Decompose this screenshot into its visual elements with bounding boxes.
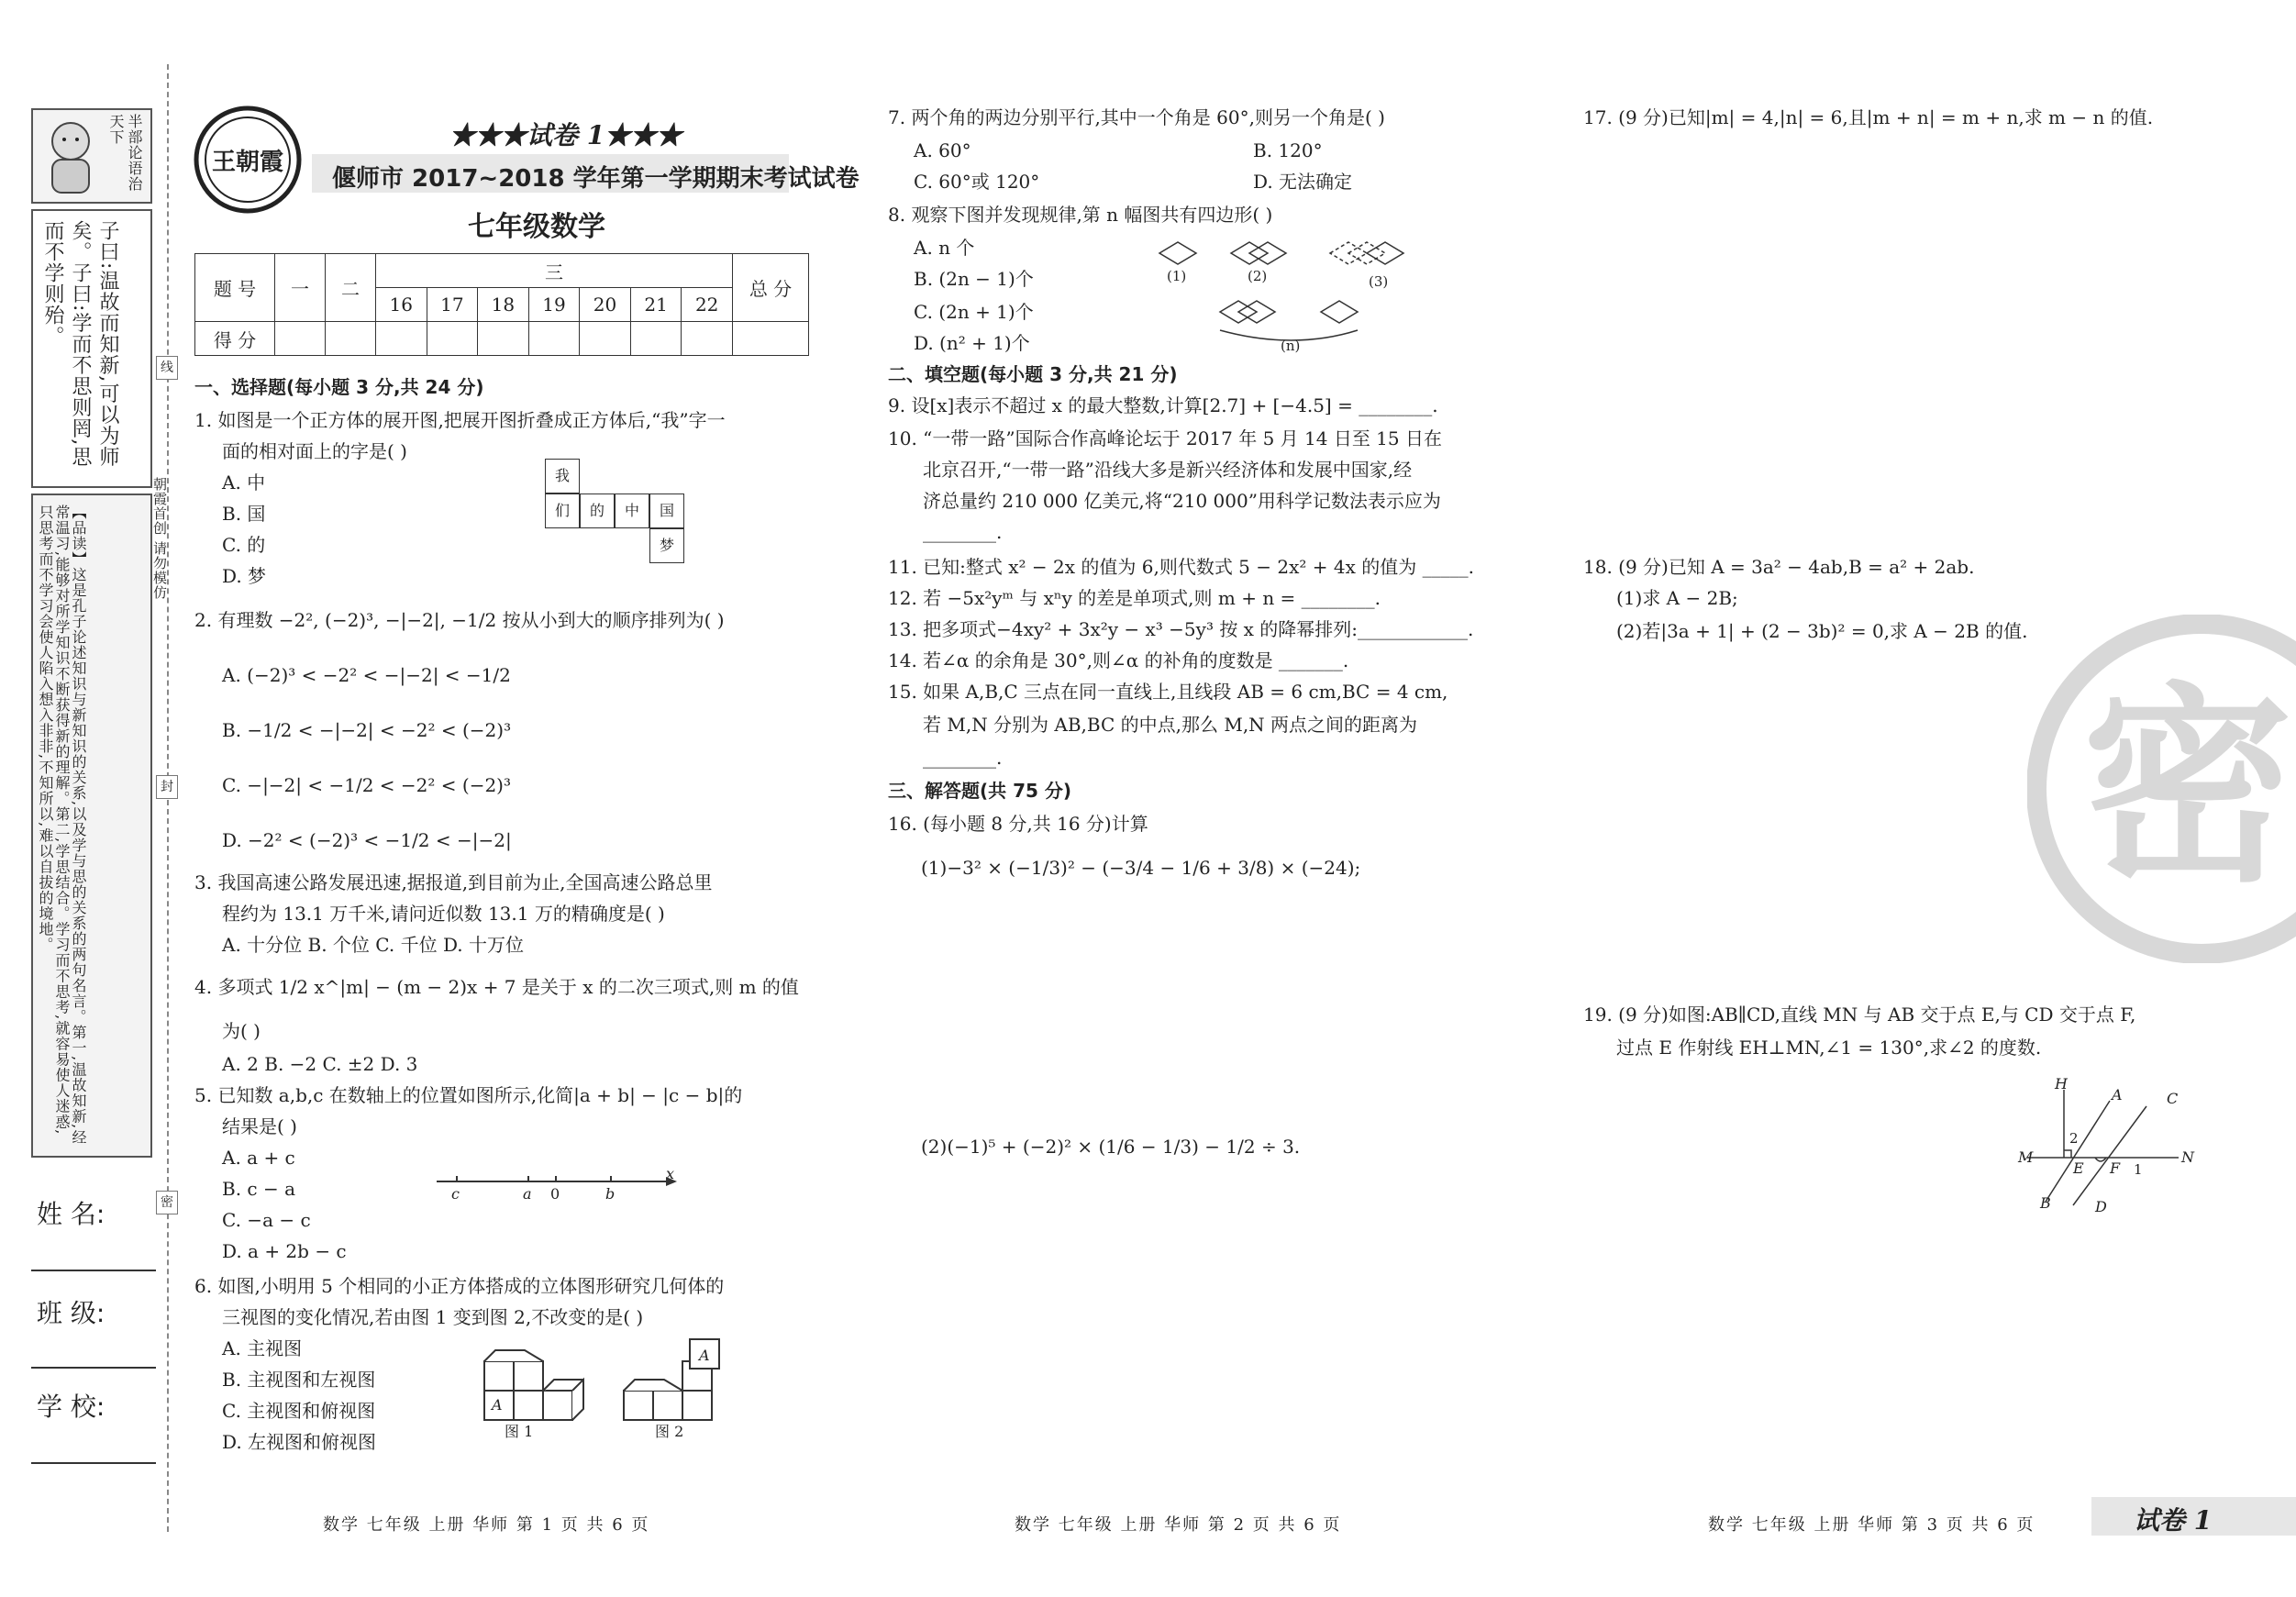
question-line: 5. 已知数 a,b,c 在数轴上的位置如图所示,化简|a + b| − |c − b|的 [194,1084,743,1106]
figure-caption-2: 图 2 [655,1423,684,1440]
question-line: (1)−3² × (−1/3)² − (−3/4 − 1/6 + 3/8) × (−24); [921,857,1361,879]
cut-mark-line: 线 [156,356,178,380]
score-header-no: 题 号 [195,254,275,322]
section-heading-1: 一、选择题(每小题 3 分,共 24 分) [194,376,484,398]
question-line: 面的相对面上的字是( ) [222,440,407,462]
question-line: 17. (9 分)已知|m| = 4,|n| = 6,且|m + n| = m + n,求 m − n 的值. [1583,106,2154,128]
net-cell: 我 [545,459,580,494]
axis-label-0: 0 [550,1185,560,1203]
score-col-21: 21 [630,288,682,322]
point-label-m: M [2018,1148,2034,1166]
question-line: (1)求 A − 2B; [1616,587,1738,609]
score-col-18: 18 [478,288,529,322]
page-footer-3: 数学 七年级 上册 华师 第 3 页 共 6 页 [1708,1515,2035,1535]
cut-mark-seal: 封 [156,775,178,799]
score-row-label: 得 分 [195,322,275,356]
option-line: D. −2² < (−2)³ < −1/2 < −|−2| [222,829,512,851]
section-heading-3: 三、解答题(共 75 分) [888,780,1072,802]
option-line: C. 60°或 120° [914,171,1040,193]
school-label: 学 校: [37,1392,105,1422]
logo-text: 王朝霞 [211,149,283,176]
net-cell: 国 [649,494,684,528]
brand-logo [191,103,305,216]
fill-line: 若 M,N 分别为 AB,BC 的中点,那么 M,N 两点之间的距离为 [923,714,1418,736]
score-header-3: 三 [376,254,733,288]
cube-figure-1 [477,1336,615,1440]
fill-line: 13. 把多项式−4xy² + 3x²y − x³ −5y³ 按 x 的降幂排列:____________. [888,618,1474,640]
cube-label-a: A [492,1396,503,1414]
question-line: 1. 如图是一个正方体的展开图,把展开图折叠成正方体后,“我”字一 [194,409,726,431]
copyright-note: 朝霞首创 请勿模仿 [151,477,168,600]
fill-line: 11. 已知:整式 x² − 2x 的值为 6,则代数式 5 − 2x² + 4x 的值为 _____. [888,556,1474,578]
score-cell[interactable] [682,322,733,356]
score-cell[interactable] [478,322,529,356]
score-header-2: 二 [326,254,376,322]
option-line: C. −|−2| < −1/2 < −2² < (−2)³ [222,774,511,796]
fill-line: 15. 如果 A,B,C 三点在同一直线上,且线段 AB = 6 cm,BC = 4 cm, [888,681,1448,703]
fill-line: 10. “一带一路”国际合作高峰论坛于 2017 年 5 月 14 日至 15 日在 [888,427,1442,449]
point-label-b: B [2040,1194,2051,1212]
class-field[interactable] [31,1367,156,1369]
score-table [194,253,809,356]
option-line: B. −1/2 < −|−2| < −2² < (−2)³ [222,719,512,741]
score-cell[interactable] [528,322,580,356]
option-line: A. 主视图 [222,1337,303,1359]
footer-exam-tag: 试卷 1 [2134,1505,2213,1536]
name-field[interactable] [31,1270,156,1271]
question-line: 16. (每小题 8 分,共 16 分)计算 [888,813,1148,835]
option-line: B. c − a [222,1178,296,1200]
reading-note: 【品读】这是孔子论述知识与新知识的关系,以及学与思的关系的两句名言。第一,温故知新,经常温习,能够对所学知识不断获得新的理解。第二,学思结合。学习而不思考,就容易使人迷惑,只思考而不学习会使人陷入想入非非,不知所以,难以自拔的境地。 [37,505,87,1146]
parallel-lines-figure [2018,1075,2202,1216]
net-cell: 们 [545,494,580,528]
question-line: 8. 观察下图并发现规律,第 n 幅图共有四边形( ) [888,204,1273,226]
exam-badge: ★★★试卷 1★★★ [449,120,682,150]
question-line: 三视图的变化情况,若由图 1 变到图 2,不改变的是( ) [222,1306,644,1328]
confucius-quote: 子曰:温故而知新,可以为师矣。子曰:学而不思则罔,思而不学则殆。 [41,220,119,468]
score-cell[interactable] [733,322,809,356]
option-line: C. 主视图和俯视图 [222,1400,376,1422]
option-line: C. −a − c [222,1209,311,1231]
option-line: C. 的 [222,534,266,556]
question-line: 6. 如图,小明用 5 个相同的小正方体搭成的立体图形研究几何体的 [194,1275,725,1297]
score-cell[interactable] [580,322,631,356]
score-col-16: 16 [376,288,427,322]
option-line: A. 2 B. −2 C. ±2 D. 3 [222,1053,418,1075]
option-line: A. 60° [914,139,971,161]
axis-label-x: x [666,1165,675,1182]
question-line: 7. 两个角的两边分别平行,其中一个角是 60°,则另一个角是( ) [888,106,1385,128]
question-line: 4. 多项式 1/2 x^|m| − (m − 2)x + 7 是关于 x 的二次三项式,则 m 的值 [194,976,799,998]
fill-line: 12. 若 −5x²yᵐ 与 xⁿy 的差是单项式,则 m + n = ________. [888,587,1381,609]
seal-char: 密 [2082,666,2294,911]
point-label-e: E [2073,1159,2084,1177]
net-cell: 梦 [649,528,684,563]
quote-box [31,209,152,488]
reading-box [31,494,152,1158]
axis-label-c: c [451,1185,460,1203]
score-header-total: 总 分 [733,254,809,322]
option-line: B. 主视图和左视图 [222,1369,376,1391]
point-label-c: C [2167,1090,2179,1107]
fill-line: 14. 若∠α 的余角是 30°,则∠α 的补角的度数是 _______. [888,649,1349,671]
option-line: A. 十分位 B. 个位 C. 千位 D. 十万位 [222,934,524,956]
net-cell: 的 [580,494,615,528]
score-col-20: 20 [580,288,631,322]
axis-label-b: b [605,1185,616,1203]
score-col-17: 17 [427,288,478,322]
angle-label-1: 1 [2134,1161,2143,1178]
option-line: D. 左视图和俯视图 [222,1431,377,1453]
pattern-label-n: (n) [1281,338,1301,354]
option-line: D. 无法确定 [1253,171,1353,193]
question-line: 19. (9 分)如图:AB∥CD,直线 MN 与 AB 交于点 E,与 CD 交于点 F, [1583,1004,2136,1026]
subject-title: 七年级数学 [468,211,605,243]
class-label: 班 级: [37,1298,105,1328]
name-label: 姓 名: [37,1199,105,1229]
option-line: D. (n² + 1)个 [914,332,1030,354]
score-cell[interactable] [376,322,427,356]
page-footer-1: 数学 七年级 上册 华师 第 1 页 共 6 页 [323,1515,650,1535]
cube-net-figure [545,459,692,565]
angle-label-2: 2 [2069,1130,2079,1147]
score-header-1: 一 [275,254,326,322]
cube-figure-2 [618,1336,756,1440]
score-cell[interactable] [326,322,376,356]
option-line: A. a + c [222,1147,295,1169]
axis-label-a: a [523,1185,532,1203]
question-line: 过点 E 作射线 EH⊥MN,∠1 = 130°,求∠2 的度数. [1616,1037,2042,1059]
number-line-axis [437,1165,684,1211]
option-line: C. (2n + 1)个 [914,301,1034,323]
point-label-f: F [2110,1159,2121,1177]
point-label-d: D [2095,1198,2107,1215]
score-cell[interactable] [427,322,478,356]
fill-line: 北京召开,“一带一路”沿线大多是新兴经济体和发展中国家,经 [923,459,1413,481]
cut-mark-secret: 密 [156,1191,178,1214]
scholar-illustration [39,116,103,196]
score-cell[interactable] [630,322,682,356]
school-field[interactable] [31,1462,156,1464]
cube-label-a: A [699,1347,710,1364]
point-label-h: H [2055,1075,2068,1092]
point-label-n: N [2181,1148,2194,1166]
number-line-figure [437,1165,684,1211]
option-line: B. 国 [222,503,266,525]
fill-line: 9. 设[x]表示不超过 x 的最大整数,计算[2.7] + [−4.5] = ________. [888,394,1438,416]
question-line: 结果是( ) [222,1115,297,1137]
pattern-label-1: (1) [1167,268,1187,284]
fill-line: ________. [923,521,1003,543]
score-cell[interactable] [275,322,326,356]
question-line: (2)(−1)⁵ + (−2)² × (1/6 − 1/3) − 1/2 ÷ 3. [921,1136,1301,1158]
option-line: A. 中 [222,471,266,494]
pattern-label-3: (3) [1369,273,1389,290]
pattern-figure [1156,235,1449,360]
option-line: B. 120° [1253,139,1323,161]
question-line: 程约为 13.1 万千米,请问近似数 13.1 万的精确度是( ) [222,903,665,925]
option-line: A. n 个 [914,237,975,259]
fill-line: 济总量约 210 000 亿美元,将“210 000”用科学记数法表示应为 [923,490,1441,512]
option-line: D. 梦 [222,565,267,587]
option-line: D. a + 2b − c [222,1240,347,1262]
score-col-22: 22 [682,288,733,322]
question-line: 为( ) [222,1020,261,1042]
page-footer-2: 数学 七年级 上册 华师 第 2 页 共 6 页 [1015,1515,1342,1535]
question-line: 18. (9 分)已知 A = 3a² − 4ab,B = a² + 2ab. [1583,556,1975,578]
question-line: 3. 我国高速公路发展迅速,据报道,到目前为止,全国高速公路总里 [194,871,713,893]
question-line: (2)若|3a + 1| + (2 − 3b)² = 0,求 A − 2B 的值. [1616,620,2028,642]
motto-box [31,108,152,204]
figure-caption-1: 图 1 [505,1423,534,1440]
net-cell: 中 [615,494,649,528]
motto-text: 半部论语治天下 [107,114,143,192]
section-heading-2: 二、填空题(每小题 3 分,共 21 分) [888,363,1178,385]
exam-title: 偃师市 2017~2018 学年第一学期期末考试试卷 [332,165,860,193]
secret-seal-watermark [2027,615,2296,963]
pattern-label-2: (2) [1248,268,1268,284]
score-col-19: 19 [528,288,580,322]
fill-line: ________. [923,747,1003,769]
point-label-a: A [2112,1086,2123,1103]
option-line: A. (−2)³ < −2² < −|−2| < −1/2 [222,664,511,686]
option-line: B. (2n − 1)个 [914,268,1034,290]
question-line: 2. 有理数 −2², (−2)³, −|−2|, −1/2 按从小到大的顺序排列为( ) [194,609,725,631]
